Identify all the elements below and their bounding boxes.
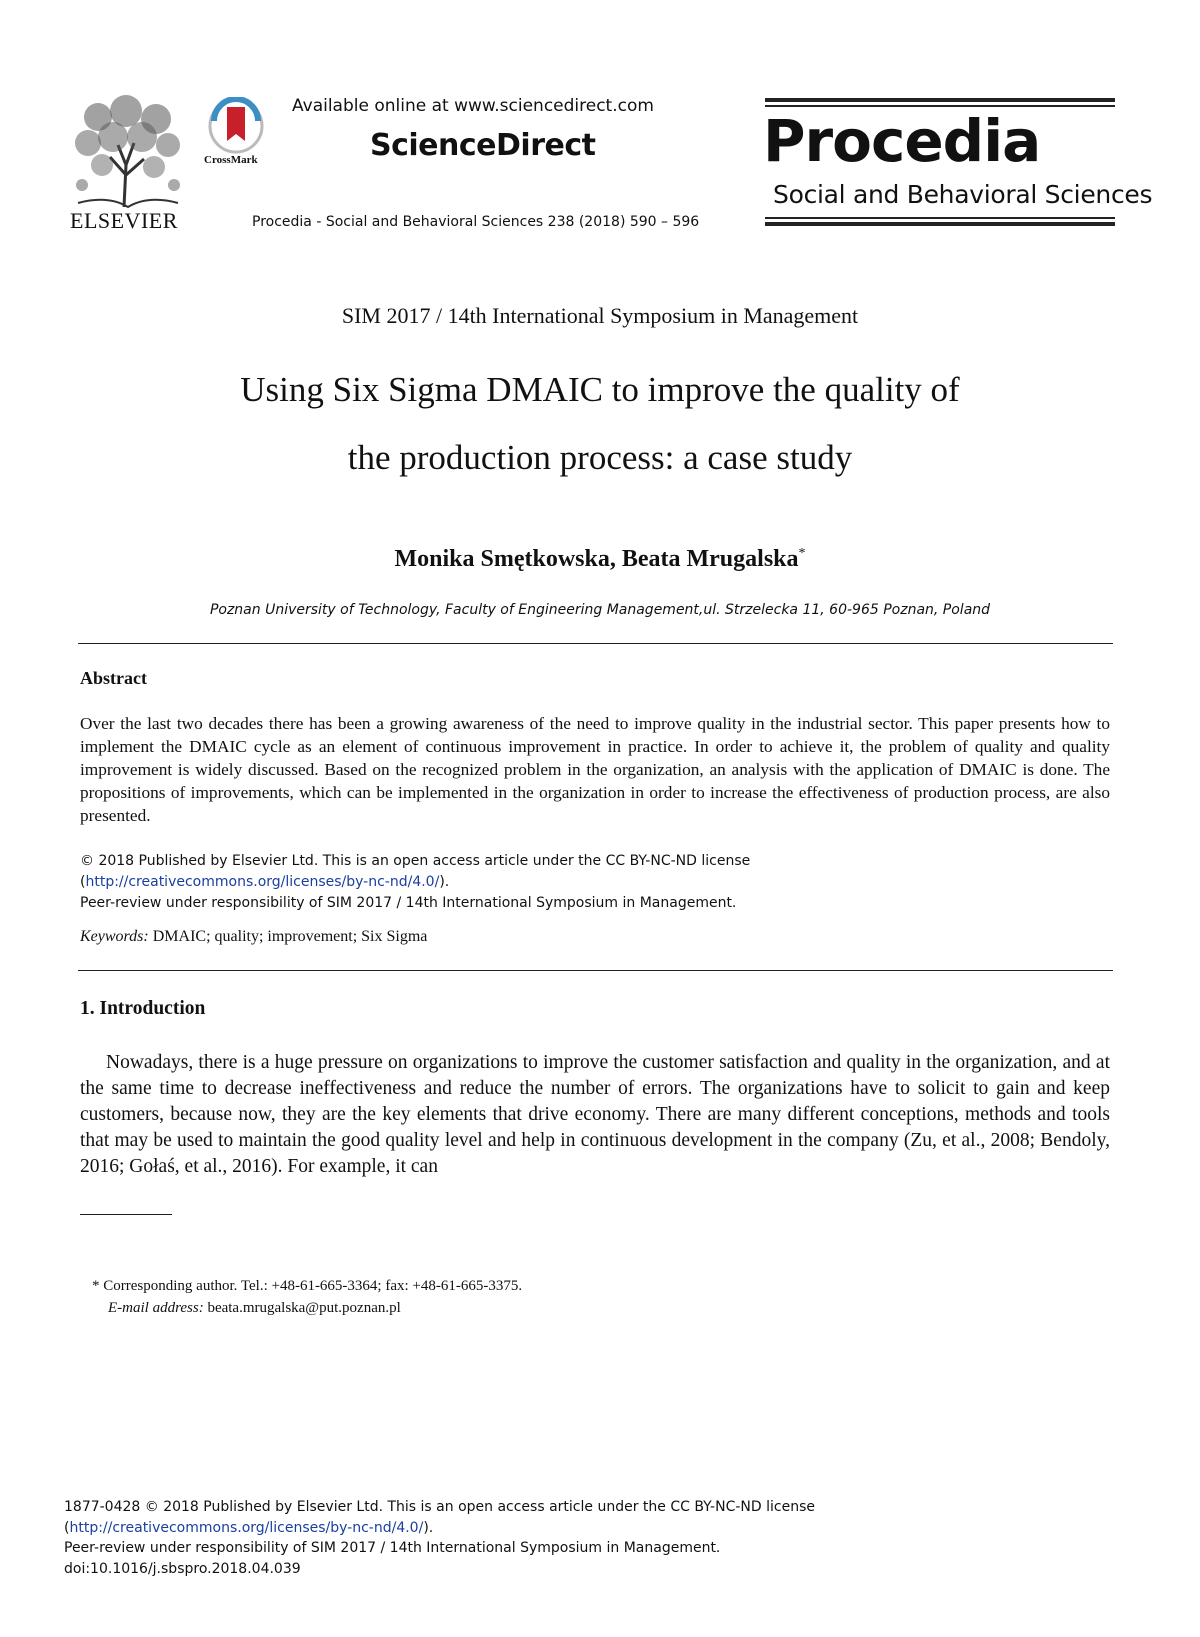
license-paren-close: ).	[439, 874, 450, 890]
license-block	[80, 851, 1110, 914]
peer-review-statement: Peer-review under responsibility of SIM 2017 / 14th International Symposium in Management.	[80, 895, 737, 911]
footnote	[92, 1275, 522, 1319]
procedia-rule-top	[765, 98, 1115, 102]
paper-title	[0, 356, 1200, 492]
journal-reference: Procedia - Social and Behavioral Sciences 238 (2018) 590 – 596	[252, 214, 700, 230]
elsevier-wordmark: ELSEVIER	[70, 208, 178, 233]
corresponding-author-mark: *	[798, 546, 806, 561]
procedia-rule-bottom	[765, 222, 1115, 226]
author-list	[0, 546, 1200, 573]
email-address: beata.mrugalska@put.poznan.pl	[203, 1300, 401, 1316]
author-names: Monika Smętkowska, Beata Mrugalska	[394, 546, 799, 572]
crossmark-label: CrossMark	[204, 154, 258, 166]
procedia-rule-bottom-thin	[765, 217, 1115, 219]
corresponding-author-note: * Corresponding author. Tel.: +48-61-665-3364; fax: +48-61-665-3375.	[92, 1278, 523, 1294]
keywords-line	[80, 928, 427, 946]
license-statement: © 2018 Published by Elsevier Ltd. This is an open access article under the CC BY-NC-ND license	[80, 853, 751, 869]
paper-title-line-1: Using Six Sigma DMAIC to improve the quality of	[240, 370, 960, 409]
footer-license-link[interactable]: http://creativecommons.org/licenses/by-nc-nd/4.0/	[69, 1519, 424, 1536]
paper-title-line-2: the production process: a case study	[347, 438, 853, 477]
procedia-subtitle: Social and Behavioral Sciences	[773, 180, 1153, 209]
available-online-text: Available online at www.sciencedirect.com	[292, 96, 654, 116]
author-affiliation: Poznan University of Technology, Faculty of Engineering Management,ul. Strzelecka 11, 60-965 Poznan, Poland	[209, 602, 991, 618]
footnote-rule	[80, 1214, 172, 1215]
introduction-heading: 1. Introduction	[80, 998, 206, 1019]
footer-link-line	[64, 1518, 1144, 1539]
email-line	[92, 1297, 522, 1319]
conference-name: SIM 2017 / 14th International Symposium in Management	[341, 303, 859, 328]
email-label: E-mail address:	[108, 1300, 204, 1316]
footer-doi: doi:10.1016/j.sbspro.2018.04.039	[64, 1560, 301, 1577]
footer-paren-close: ).	[423, 1519, 434, 1536]
license-link-line	[80, 872, 1110, 893]
abstract-heading: Abstract	[80, 668, 147, 688]
keywords-label: Keywords:	[80, 928, 149, 945]
license-link[interactable]: http://creativecommons.org/licenses/by-nc-nd/4.0/	[85, 874, 440, 890]
section-divider	[78, 643, 1113, 644]
footer-issn-license: 1877-0428 © 2018 Published by Elsevier Ltd. This is an open access article under the CC BY-NC-ND license	[64, 1499, 815, 1515]
footer-peer-review: Peer-review under responsibility of SIM 2017 / 14th International Symposium in Management.	[64, 1540, 721, 1556]
section-divider	[78, 970, 1113, 971]
keywords-value: DMAIC; quality; improvement; Six Sigma	[148, 928, 428, 945]
license-paren-open: (	[80, 874, 86, 890]
footer-paren-open: (	[64, 1519, 70, 1536]
sciencedirect-wordmark: ScienceDirect	[370, 128, 596, 163]
procedia-wordmark: Procedia	[763, 107, 1041, 175]
page-footer	[64, 1497, 1144, 1579]
abstract-text: Over the last two decades there has been a growing awareness of the need to improve quality in the industrial sector. This paper presents how to implement the DMAIC cycle as an element of continuous improvement in practice. In order to achieve it, the problem of quality and quality improvement is widely discussed. Based on the recognized problem in the organization, an analysis with the application of DMAIC is done. The propositions of improvements, which can be implemented in the organization in order to increase the effectiveness of production process, are also presented.	[80, 714, 1110, 825]
introduction-text: Nowadays, there is a huge pressure on organizations to improve the customer satisfaction and quality in the organization, and at the same time to decrease ineffectiveness and reduce the number of errors. The organizations have to solicit to gain and keep customers, because now, they are the key elements that drive economy. There are many different conceptions, methods and tools that may be used to maintain the good quality level and help in continuous development in the company (Zu, et al., 2008; Bendoly, 2016; Gołaś, et al., 2016). For example, it can	[80, 1052, 1110, 1177]
